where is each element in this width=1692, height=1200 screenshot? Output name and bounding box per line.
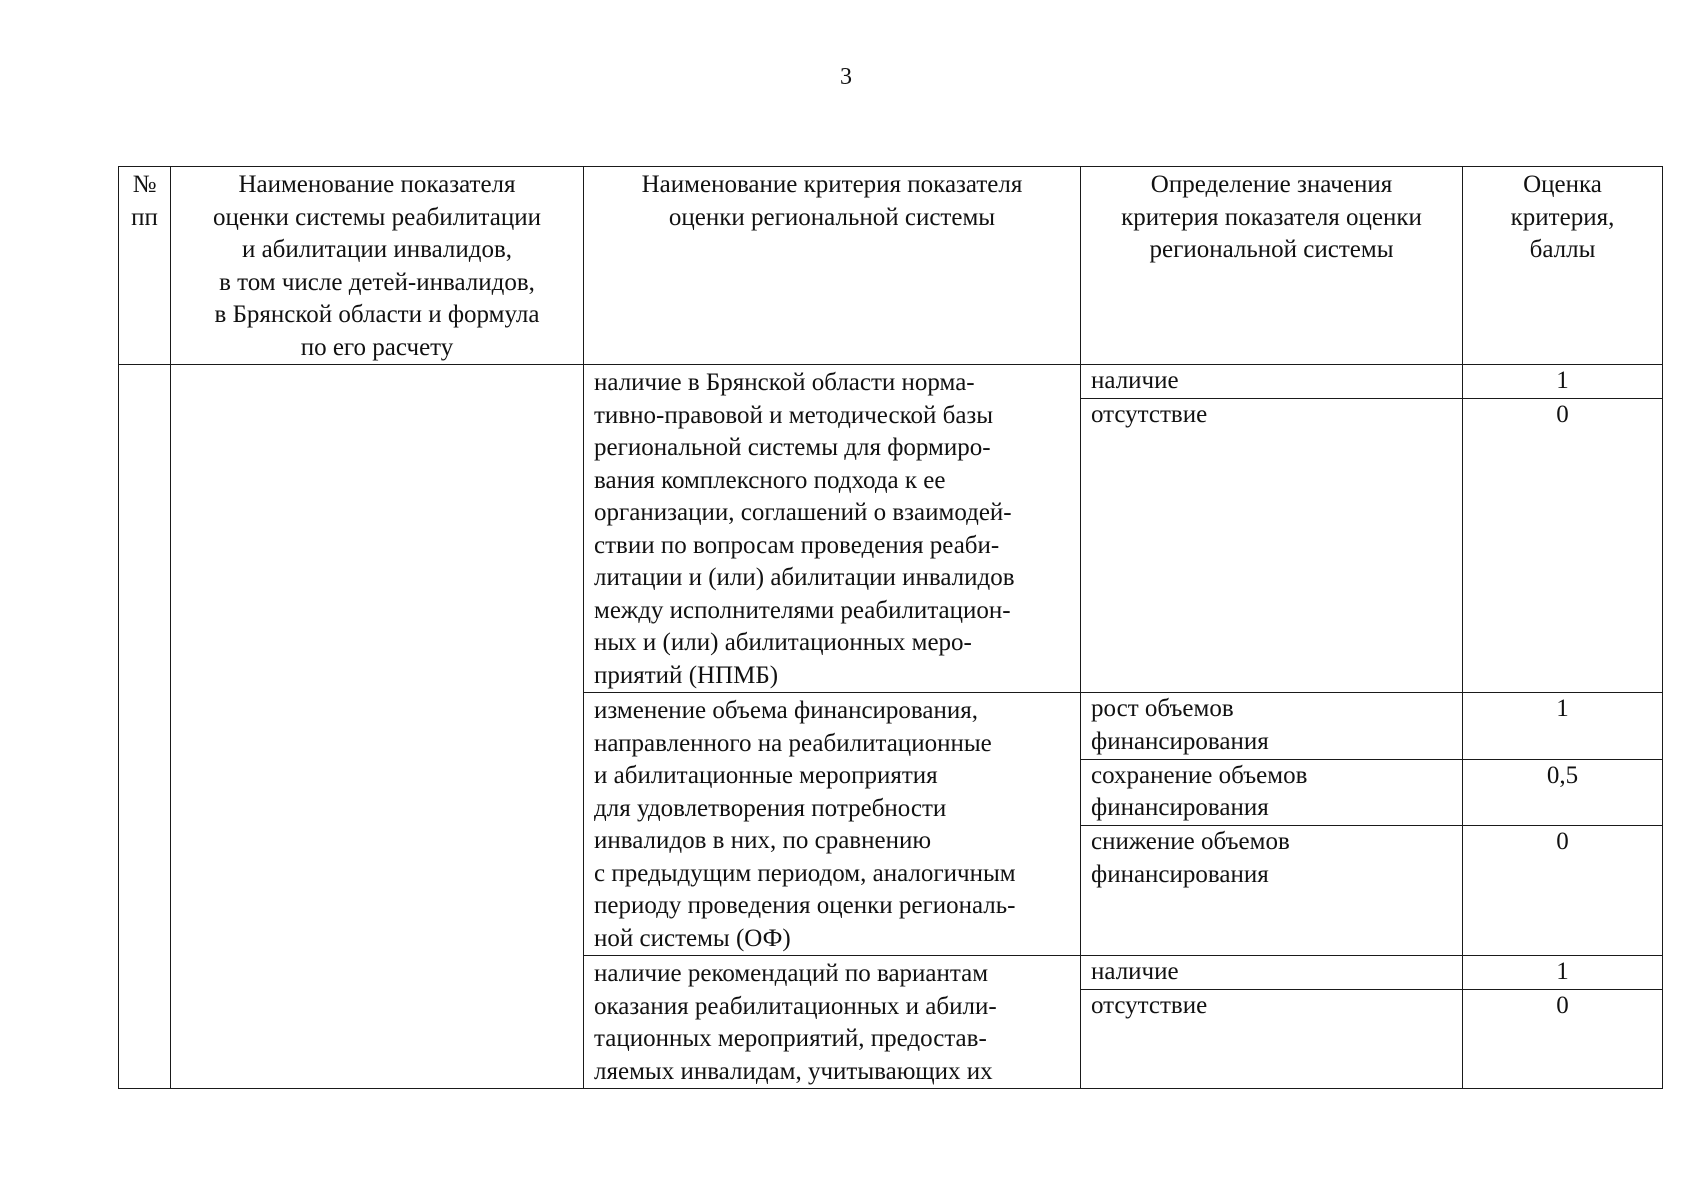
criterion-line: ляемых инвалидам, учитывающих их — [594, 1057, 993, 1085]
definition-line: отсутствие — [1091, 400, 1208, 428]
criterion-line: литации и (или) абилитации инвалидов — [594, 564, 1015, 591]
criterion-line: инвалидов в них, по сравнению — [594, 827, 932, 854]
header-indicator-cell — [171, 167, 584, 365]
criterion-line: ных и (или) абилитационных меро- — [594, 629, 972, 656]
criterion-line: организации, соглашений о взаимодей- — [594, 499, 1012, 526]
criterion-line: наличие рекомендаций по вариантам — [594, 960, 989, 987]
criterion-cell — [584, 956, 1081, 1089]
score-value: 0 — [1556, 400, 1569, 428]
criterion-line: периоду проведения оценки региональ- — [594, 892, 1016, 919]
header-definition-line: Определение значения — [1150, 171, 1393, 198]
score-value: 0 — [1556, 992, 1569, 1020]
criterion-line: вания комплексного подхода к ее — [594, 466, 946, 494]
criterion-cell — [584, 365, 1081, 693]
criterion-line: и абилитационные мероприятия — [594, 762, 938, 789]
header-indicator-line: в Брянской области и формула — [214, 301, 540, 328]
header-definition-line: региональной системы — [1149, 236, 1394, 263]
definition-cell — [1081, 759, 1463, 826]
definition-cell — [1081, 956, 1463, 990]
table-row — [119, 365, 1663, 399]
header-number-line: пп — [131, 203, 158, 231]
header-criterion-line: оценки региональной системы — [668, 203, 996, 231]
definition-cell — [1081, 990, 1463, 1089]
score-value: 1 — [1556, 958, 1569, 985]
header-indicator-line: Наименование показателя — [238, 171, 516, 198]
score-value: 1 — [1556, 367, 1569, 394]
definition-line: финансирования — [1091, 727, 1269, 755]
criterion-cell — [584, 693, 1081, 956]
header-definition-cell — [1081, 167, 1463, 365]
criterion-line: тационных мероприятий, предостав- — [594, 1025, 987, 1052]
header-score-line: баллы — [1529, 236, 1596, 263]
criterion-line: между исполнителями реабилитацион- — [594, 596, 1011, 624]
header-number-cell — [119, 167, 171, 365]
definition-cell — [1081, 826, 1463, 956]
header-score-cell — [1463, 167, 1663, 365]
header-criterion-cell — [584, 167, 1081, 365]
definition-line: финансирования — [1091, 794, 1269, 821]
table-header-row — [119, 167, 1663, 365]
criterion-line: тивно-правовой и методической базы — [594, 401, 994, 429]
score-cell — [1463, 693, 1663, 760]
header-indicator-line: оценки системы реабилитации — [212, 203, 541, 231]
definition-cell — [1081, 365, 1463, 399]
header-score-line: критерия, — [1510, 203, 1615, 231]
criterion-line: направленного на реабилитационные — [594, 729, 992, 757]
definition-cell — [1081, 693, 1463, 760]
score-value: 0 — [1556, 828, 1569, 855]
definition-line: рост объемов — [1091, 695, 1234, 722]
definition-cell — [1081, 398, 1463, 692]
header-number-line: № — [132, 171, 157, 198]
score-value: 1 — [1556, 695, 1569, 722]
criterion-line: региональной системы для формиро- — [594, 434, 991, 461]
score-cell — [1463, 826, 1663, 956]
criterion-line: ствии по вопросам проведения реаби- — [594, 531, 1000, 559]
criterion-line: с предыдущим периодом, аналогичным — [594, 859, 1016, 887]
definition-line: наличие — [1091, 367, 1179, 394]
criterion-line: ной системы (ОФ) — [594, 924, 791, 952]
criterion-line: оказания реабилитационных и абили- — [594, 992, 997, 1020]
definition-line: отсутствие — [1091, 992, 1208, 1020]
number-cell-empty — [119, 365, 171, 1089]
score-cell — [1463, 956, 1663, 990]
criterion-line: наличие в Брянской области норма- — [594, 369, 975, 396]
criteria-table-wrapper — [118, 166, 1662, 1085]
page-number: 3 — [840, 64, 852, 90]
score-value: 0,5 — [1546, 761, 1579, 789]
header-criterion-line: Наименование критерия показателя — [641, 171, 1023, 198]
header-indicator-line: по его расчету — [300, 333, 454, 361]
score-cell — [1463, 759, 1663, 826]
definition-line: снижение объемов — [1091, 828, 1290, 855]
criterion-line: для удовлетворения потребности — [594, 794, 947, 822]
score-cell — [1463, 990, 1663, 1089]
header-indicator-line: в том числе детей-инвалидов, — [219, 268, 535, 296]
header-indicator-line: и абилитации инвалидов, — [241, 236, 513, 263]
criteria-table — [118, 166, 1663, 1089]
score-cell — [1463, 398, 1663, 692]
score-cell — [1463, 365, 1663, 399]
definition-line: финансирования — [1091, 860, 1269, 888]
criterion-line: приятий (НПМБ) — [594, 661, 779, 689]
header-definition-line: критерия показателя оценки — [1121, 203, 1422, 231]
definition-line: наличие — [1091, 958, 1179, 985]
definition-line: сохранение объемов — [1091, 761, 1308, 789]
header-score-line: Оценка — [1523, 171, 1602, 198]
indicator-cell-empty — [171, 365, 584, 1089]
criterion-line: изменение объема финансирования, — [594, 697, 978, 724]
